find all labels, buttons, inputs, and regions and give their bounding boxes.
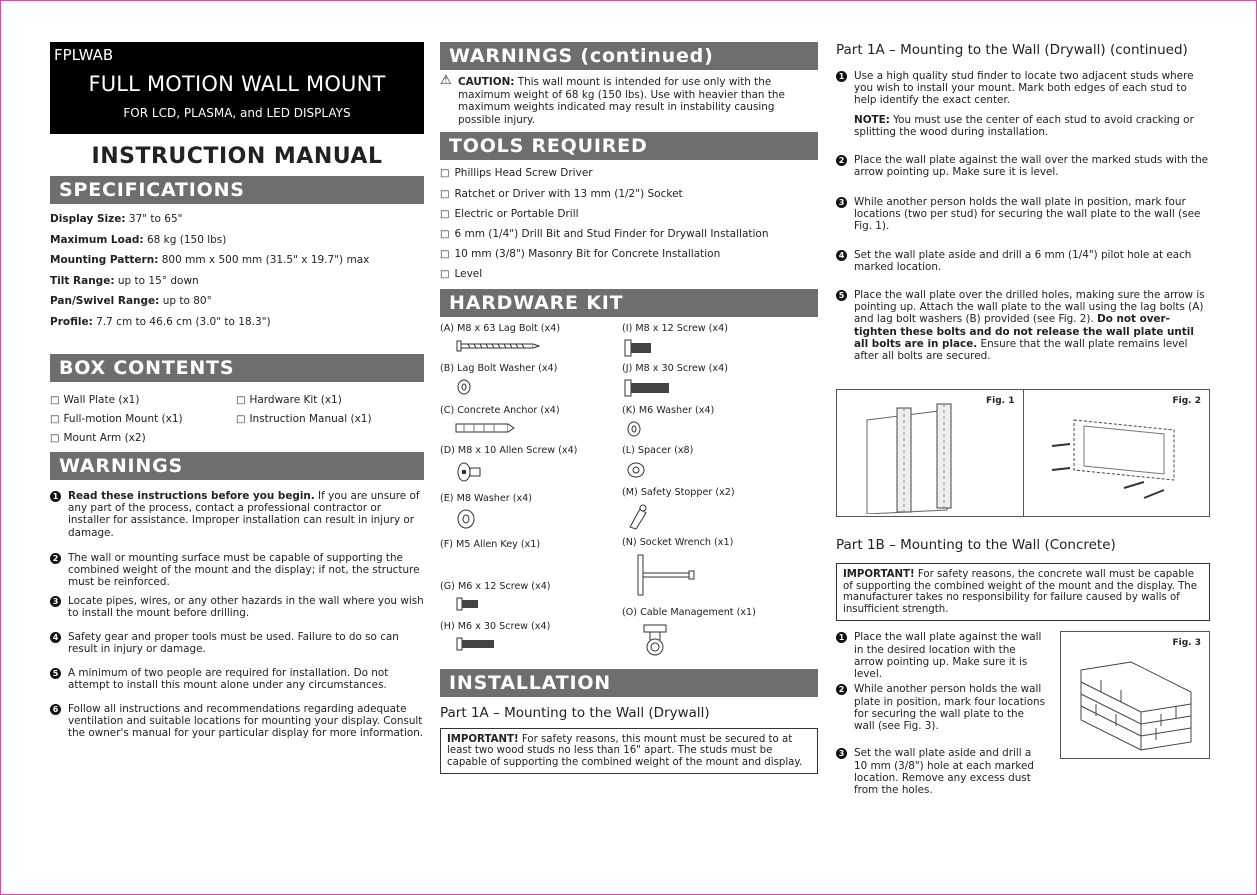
step-item bbox=[836, 154, 1210, 196]
box-item: □ Full-motion Mount (x1) bbox=[50, 413, 236, 425]
figure-1 bbox=[837, 390, 1023, 516]
screw-icon bbox=[456, 637, 496, 651]
tool-item: □ 10 mm (3/8") Masonry Bit for Concrete Installation bbox=[440, 244, 818, 264]
number-badge-icon: 4 bbox=[836, 250, 847, 261]
caution-note bbox=[440, 73, 818, 126]
caution-text: This wall mount is intended for use only with the maximum weight of 68 kg (150 lbs). Use with heavier than the maximum weights indicated may result in instability causing possible injury. bbox=[458, 76, 785, 126]
warning-bold: Read these instructions before you begin. bbox=[68, 490, 315, 502]
column-middle bbox=[440, 42, 818, 774]
part1b-steps bbox=[836, 631, 1046, 796]
spec-label: Profile: bbox=[50, 315, 93, 328]
important-label: IMPORTANT! bbox=[447, 733, 519, 745]
hardware-kit-heading: HARDWARE KIT bbox=[440, 289, 818, 317]
spec-label: Pan/Swivel Range: bbox=[50, 295, 160, 307]
spec-row bbox=[50, 312, 424, 333]
tool-item: □ 6 mm (1/4") Drill Bit and Stud Finder for Drywall Installation bbox=[440, 224, 818, 244]
box-item: □ Wall Plate (x1) bbox=[50, 394, 236, 406]
hardware-item: (C) Concrete Anchor (x4) bbox=[440, 404, 560, 416]
number-badge-icon: 4 bbox=[50, 632, 61, 643]
wall-plate-illustration bbox=[1024, 390, 1204, 514]
warning-text: Locate pipes, wires, or any other hazards in the wall where you wish to install the mount before drilling. bbox=[68, 595, 424, 620]
step-item bbox=[836, 289, 1210, 389]
step-item bbox=[836, 70, 1210, 114]
step-bold: Do not over-tighten these bolts and do not release the wall plate until all bolts are in place. bbox=[854, 313, 1194, 350]
installation-heading: INSTALLATION bbox=[440, 669, 818, 697]
cable-management-icon bbox=[640, 623, 670, 657]
spec-row bbox=[50, 230, 424, 251]
spec-value: up to 15° down bbox=[114, 274, 199, 287]
spec-label: Maximum Load: bbox=[50, 233, 144, 246]
number-badge-icon: 2 bbox=[50, 553, 61, 564]
number-badge-icon: 1 bbox=[836, 632, 847, 643]
hardware-item: (I) M8 x 12 Screw (x4) bbox=[622, 322, 728, 334]
part1b-title: Part 1B – Mounting to the Wall (Concrete) bbox=[836, 537, 1116, 553]
step-item bbox=[836, 631, 1046, 683]
number-badge-icon: 1 bbox=[50, 491, 61, 502]
spec-row bbox=[50, 250, 424, 271]
specifications-list bbox=[50, 209, 424, 332]
washer-icon bbox=[626, 421, 642, 437]
column-right bbox=[836, 40, 1210, 796]
important-box-concrete bbox=[836, 563, 1210, 621]
step-item bbox=[836, 249, 1210, 289]
warning-text: Follow all instructions and recommendations regarding adequate ventilation and suitable locations for mounting your display. Consult the owner's manual for your particular display for more information. bbox=[68, 703, 424, 740]
spec-value: up to 80° bbox=[159, 295, 212, 307]
spec-value: 800 mm x 500 mm (31.5" x 19.7") max bbox=[158, 254, 370, 266]
warning-text: The wall or mounting surface must be capable of supporting the combined weight of the mount and the display; if not, the structure must be reinforced. bbox=[68, 552, 420, 589]
screw-icon bbox=[624, 379, 672, 397]
important-label: IMPORTANT! bbox=[843, 569, 915, 580]
box-contents-list bbox=[50, 394, 424, 444]
part1a-steps bbox=[836, 154, 1210, 389]
product-subtitle: FOR LCD, PLASMA, and LED DISPLAYS bbox=[123, 106, 351, 120]
safety-stopper-icon bbox=[626, 503, 650, 531]
spec-row bbox=[50, 271, 424, 292]
tool-item: □ Phillips Head Screw Driver bbox=[440, 163, 818, 183]
important-text: For safety reasons, this mount must be secured to at least two wood studs no less than 16" apart. The studs must be capable of supporting the combined weight of the mount and display. bbox=[447, 733, 803, 768]
figure-label: Fig. 3 bbox=[1172, 638, 1201, 649]
screw-icon bbox=[456, 597, 480, 611]
note-text bbox=[836, 114, 1210, 154]
step-item bbox=[836, 196, 1210, 249]
spec-label: Mounting Pattern: bbox=[50, 254, 159, 266]
step-text: Set the wall plate aside and drill a 6 mm (1/4") pilot hole at each marked location. bbox=[854, 249, 1192, 274]
box-contents-heading: BOX CONTENTS bbox=[50, 354, 424, 382]
step-text: Place the wall plate over the drilled holes, making sure the arrow is pointing up. Attach the wall plate to the wall using the lag bolts (A) and lag bolt washers (B) provided (see Fig. 2). bbox=[854, 289, 1205, 326]
warning-item bbox=[50, 667, 424, 703]
warning-text: A minimum of two people are required for installation. Do not attempt to install this mount alone under any circumstances. bbox=[68, 667, 389, 692]
hardware-item: (D) M8 x 10 Allen Screw (x4) bbox=[440, 444, 578, 456]
washer-icon bbox=[456, 509, 476, 529]
part1b-steps-area bbox=[836, 631, 1210, 796]
hardware-kit-grid bbox=[440, 317, 818, 667]
warning-text: If you are unsure of any part of the process, contact a professional contractor or installer for assistance. Improper installation can result in injury or damage. bbox=[68, 490, 420, 539]
note-body: You must use the center of each stud to avoid cracking or splitting the wood during installation. bbox=[854, 114, 1194, 139]
stud-wall-illustration bbox=[837, 390, 1027, 514]
important-box bbox=[440, 728, 818, 775]
spec-label: Display Size: bbox=[50, 213, 126, 225]
step-text: Set the wall plate aside and drill a 10 mm (3/8") hole at each marked location. Remove any excess dust from the holes. bbox=[854, 747, 1035, 796]
figure-2 bbox=[1023, 390, 1210, 516]
allen-screw-icon bbox=[456, 461, 482, 483]
number-badge-icon: 1 bbox=[836, 71, 847, 82]
warning-item bbox=[50, 552, 424, 595]
spec-value: 68 kg (150 lbs) bbox=[143, 233, 227, 246]
title-block bbox=[50, 42, 424, 134]
warning-triangle-icon: ⚠ bbox=[440, 73, 452, 88]
part1a-title: Part 1A – Mounting to the Wall (Drywall) bbox=[440, 704, 710, 721]
screw-icon bbox=[624, 339, 654, 357]
number-badge-icon: 2 bbox=[836, 684, 847, 695]
socket-wrench-icon bbox=[636, 553, 696, 599]
hardware-item: (M) Safety Stopper (x2) bbox=[622, 486, 735, 498]
product-title: FULL MOTION WALL MOUNT bbox=[88, 72, 386, 96]
warnings-continued-heading: WARNINGS (continued) bbox=[440, 42, 818, 70]
number-badge-icon: 3 bbox=[836, 748, 847, 759]
step-text: Ensure that the wall plate remains level after all bolts are secured. bbox=[854, 337, 1188, 363]
warning-text: Safety gear and proper tools must be used. Failure to do so can result in injury or damage. bbox=[68, 631, 399, 656]
number-badge-icon: 5 bbox=[836, 290, 847, 301]
step-text: Use a high quality stud finder to locate two adjacent studs where you wish to install your mount. Mark both edges of each stud to help identify the exact center. bbox=[854, 70, 1194, 107]
hardware-item: (B) Lag Bolt Washer (x4) bbox=[440, 362, 558, 374]
manual-title: INSTRUCTION MANUAL bbox=[91, 144, 383, 169]
figures-1-2 bbox=[836, 389, 1210, 517]
step-text: Place the wall plate against the wall over the marked studs with the arrow pointing up. Make sure it is level. bbox=[854, 154, 1209, 179]
caution-label: CAUTION: bbox=[458, 76, 515, 88]
number-badge-icon: 5 bbox=[50, 668, 61, 679]
warnings-list bbox=[50, 490, 424, 740]
hardware-item: (G) M6 x 12 Screw (x4) bbox=[440, 580, 551, 592]
part1a-steps bbox=[836, 70, 1210, 114]
spec-value: 7.7 cm to 46.6 cm (3.0" to 18.3") bbox=[92, 315, 271, 328]
brick-wall-illustration bbox=[1061, 632, 1209, 758]
washer-icon bbox=[456, 379, 472, 395]
spec-label: Tilt Range: bbox=[50, 274, 115, 287]
spacer-icon bbox=[626, 461, 646, 479]
hardware-item: (F) M5 Allen Key (x1) bbox=[440, 538, 541, 550]
box-item: □ Hardware Kit (x1) bbox=[236, 394, 424, 406]
hardware-item: (O) Cable Management (x1) bbox=[622, 606, 756, 618]
specifications-heading: SPECIFICATIONS bbox=[50, 176, 424, 204]
hardware-item: (A) M8 x 63 Lag Bolt (x4) bbox=[440, 322, 561, 334]
hardware-item: (K) M6 Washer (x4) bbox=[622, 404, 715, 416]
figure-label: Fig. 2 bbox=[1172, 396, 1201, 406]
number-badge-icon: 2 bbox=[836, 155, 847, 166]
number-badge-icon: 6 bbox=[50, 704, 61, 715]
hardware-item: (H) M6 x 30 Screw (x4) bbox=[440, 620, 551, 632]
warnings-heading: WARNINGS bbox=[50, 452, 424, 480]
tools-list bbox=[440, 163, 818, 284]
tools-heading: TOOLS REQUIRED bbox=[440, 132, 818, 160]
number-badge-icon: 3 bbox=[50, 596, 61, 607]
note-label: NOTE: bbox=[854, 114, 890, 126]
important-text: For safety reasons, the concrete wall must be capable of supporting the combined weight of the mount and the display. The manufacturer takes no responsibility for failure caused by walls of insufficient strength. bbox=[843, 569, 1198, 615]
hardware-item: (N) Socket Wrench (x1) bbox=[622, 536, 734, 548]
tool-item: □ Level bbox=[440, 264, 818, 284]
step-item bbox=[836, 683, 1046, 747]
figure-label: Fig. 1 bbox=[986, 396, 1015, 406]
hardware-item: (E) M8 Washer (x4) bbox=[440, 492, 533, 504]
concrete-anchor-icon bbox=[454, 421, 516, 435]
warning-item bbox=[50, 490, 424, 552]
step-text: While another person holds the wall plate in position, mark four locations (two per stud) for securing the wall plate to the wall (see Fig. 1). bbox=[854, 196, 1201, 233]
step-text: Place the wall plate against the wall in the desired location with the arrow pointing up. Make sure it is level. bbox=[854, 631, 1042, 680]
number-badge-icon: 3 bbox=[836, 197, 847, 208]
step-text: While another person holds the wall plate in position, mark four locations for securing the wall plate to the wall (see Fig. 3). bbox=[854, 683, 1046, 732]
column-left bbox=[50, 42, 424, 740]
step-item bbox=[836, 747, 1046, 796]
tool-item: □ Electric or Portable Drill bbox=[440, 204, 818, 224]
warning-item bbox=[50, 631, 424, 667]
tool-item: □ Ratchet or Driver with 13 mm (1/2") Socket bbox=[440, 184, 818, 204]
figure-3 bbox=[1060, 631, 1210, 759]
warning-item bbox=[50, 595, 424, 631]
lag-bolt-icon bbox=[456, 339, 540, 353]
warning-item bbox=[50, 703, 424, 740]
hardware-item: (L) Spacer (x8) bbox=[622, 444, 694, 456]
model-number: FPLWAB bbox=[54, 46, 114, 64]
spec-row bbox=[50, 209, 424, 230]
hardware-item: (J) M8 x 30 Screw (x4) bbox=[622, 362, 728, 374]
box-item: □ Mount Arm (x2) bbox=[50, 432, 236, 444]
spec-value: 37" to 65" bbox=[125, 213, 183, 225]
box-item: □ Instruction Manual (x1) bbox=[236, 413, 424, 425]
part1a-continued-title: Part 1A – Mounting to the Wall (Drywall) (continued) bbox=[836, 42, 1188, 58]
spec-row bbox=[50, 291, 424, 312]
